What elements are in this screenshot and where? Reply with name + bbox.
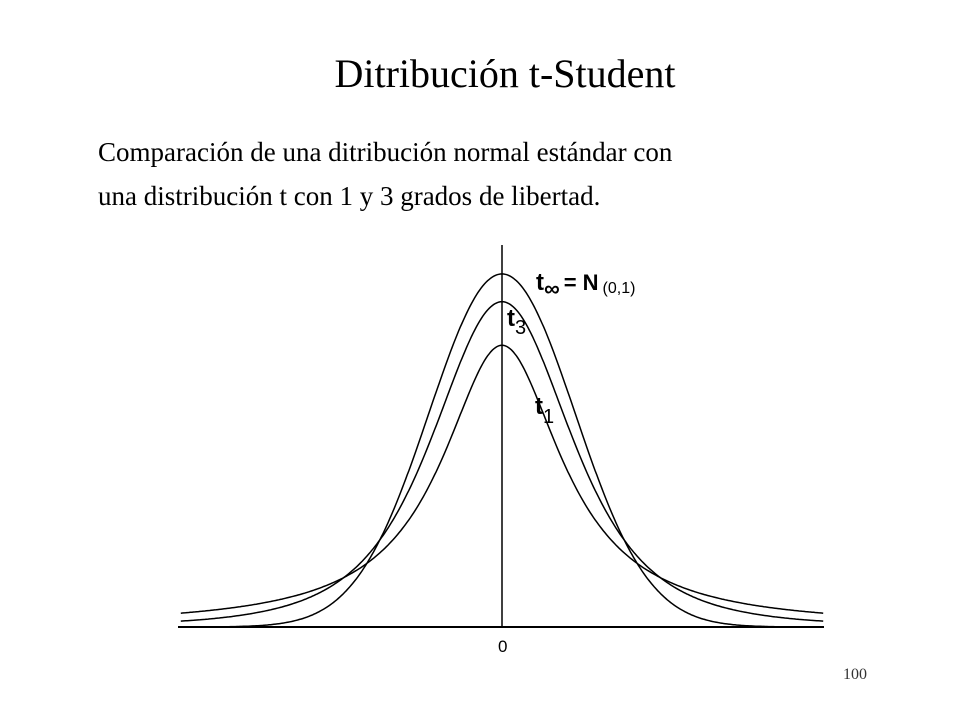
page-number: 100 [843,666,867,683]
series-label-t3-main: t [507,305,515,332]
series-label-normal-suffix: = N [563,270,599,295]
series-label-normal-main: t [536,269,544,296]
body-line-1: Comparación de una ditribución normal estándar con [98,137,673,167]
series-label-normal-params: (0,1) [602,280,636,297]
series-label-t1-main: t [535,393,543,420]
body-line-2: una distribución t con 1 y 3 grados de libertad. [98,181,601,211]
series-label-t1 [535,393,554,428]
series-label-normal-sub: ∞ [544,276,560,301]
series-label-t1-sub: 1 [543,406,555,428]
x-tick-label-0: 0 [498,637,508,656]
series-label-t3-sub: 3 [515,317,527,339]
series-label-normal [536,269,635,301]
slide-title: Ditribución t-Student [334,51,676,96]
